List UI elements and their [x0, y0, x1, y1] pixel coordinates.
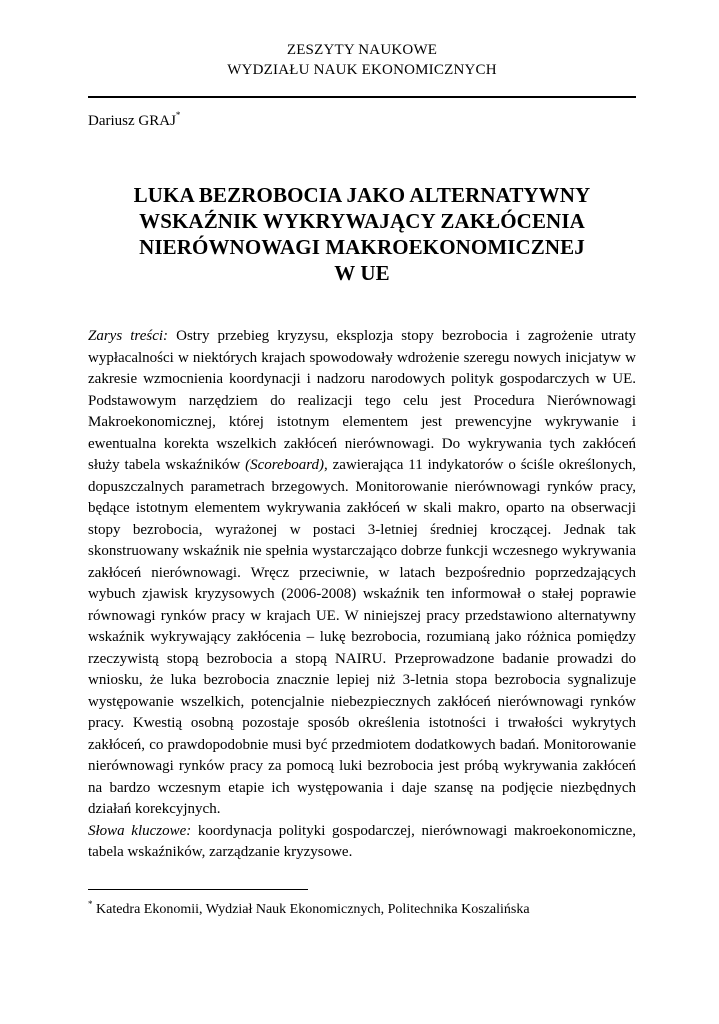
header-rule	[88, 96, 636, 98]
keywords-label: Słowa kluczowe:	[88, 822, 192, 839]
abstract	[88, 326, 636, 864]
author-name: Dariusz GRAJ	[88, 113, 176, 129]
footnote-mark: *	[88, 899, 93, 909]
paper-title	[88, 182, 636, 286]
title-line-1: LUKA BEZROBOCIA JAKO ALTERNATYWNY	[133, 183, 591, 207]
journal-header	[88, 40, 636, 80]
abstract-label: Zarys treści:	[88, 328, 169, 344]
footnote-text: Katedra Ekonomii, Wydział Nauk Ekonomicznych, Politechnika Koszalińska	[92, 902, 530, 917]
footnote	[88, 899, 530, 918]
author	[88, 110, 180, 130]
abstract-scoreboard: (Scoreboard)	[245, 457, 324, 473]
title-line-3: NIERÓWNOWAGI MAKROEKONOMICZNEJ	[139, 235, 585, 259]
author-footnote-mark: *	[175, 110, 181, 120]
abstract-text-b: , zawierająca 11 indykatorów o ściśle określonych, dopuszczalnych parametrach brzegowych. Monitorowanie nierównowagi rynków pracy, będące istotnym elementem wykrywania zakłóceń w skali makro, oparto na obserwacji stopy bezrobocia, wyrażonej w postaci 3-letniej średniej kroczącej. Jednak tak skonstruowany wskaźnik nie spełnia wystarczająco dobrze funkcji wczesnego wykrywania zakłóceń nierównowagi. Wręcz przeciwnie, w latach bezpośrednio poprzedzających wybuch zjawisk kryzysowych (2006-2008) wskaźnik ten informował o stałej poprawie równowagi rynków pracy w krajach UE. W niniejszej pracy przedstawiono alternatywny wskaźnik wykrywający zakłócenia – lukę bezrobocia, rozumianą jako różnica pomiędzy rzeczywistą stopą bezrobocia a stopą NAIRU. Przeprowadzone badanie prowadzi do wniosku, że luka bezrobocia znacznie lepiej niż 3-letnia stopa bezrobocia sygnalizuje występowanie wszelkich, potencjalnie niebezpiecznych zakłóceń nierównowagi rynków pracy. Kwestią osobną pozostaje sposób określenia istotności i trwałości wykrytych zakłóceń, co prawdopodobnie musi być przedmiotem dodatkowych badań. Monitorowanie nierównowagi rynków pracy za pomocą luki bezrobocia jest próbą wykrywania zakłóceń na bardzo wczesnym etapie ich występowania i daje szansę na podjęcie niezbędnych działań korekcyjnych.	[88, 457, 636, 817]
journal-name-line1: ZESZYTY NAUKOWE	[286, 42, 438, 58]
abstract-text-a: Ostry przebieg kryzysu, eksplozja stopy bezrobocia i zagrożenie utraty wypłacalności w niektórych krajach spowodowały wdrożenie szeregu nowych inicjatyw w zakresie wzmocnienia koordynacji i nadzoru narodowych polityk gospodarczych w UE. Podstawowym narzędziem do realizacji tego celu jest Procedura Nierównowagi Makroekonomicznej, której istotnym elementem jest prewencyjne wykrywanie i ewentualna korekta wszelkich zakłóceń nierównowagi. Do wykrywania tych zakłóceń służy tabela wskaźników	[88, 328, 636, 473]
title-line-4: W UE	[334, 261, 390, 285]
keywords	[88, 821, 636, 864]
footnote-rule	[88, 889, 308, 890]
journal-name-line2: WYDZIAŁU NAUK EKONOMICZNYCH	[227, 62, 497, 78]
abstract-paragraph	[88, 326, 636, 821]
keywords-text: koordynacja polityki gospodarczej, nierównowagi makroekonomiczne, tabela wskaźników, zarządzanie kryzysowe.	[88, 822, 636, 860]
title-line-2: WSKAŹNIK WYKRYWAJĄCY ZAKŁÓCENIA	[139, 209, 585, 233]
